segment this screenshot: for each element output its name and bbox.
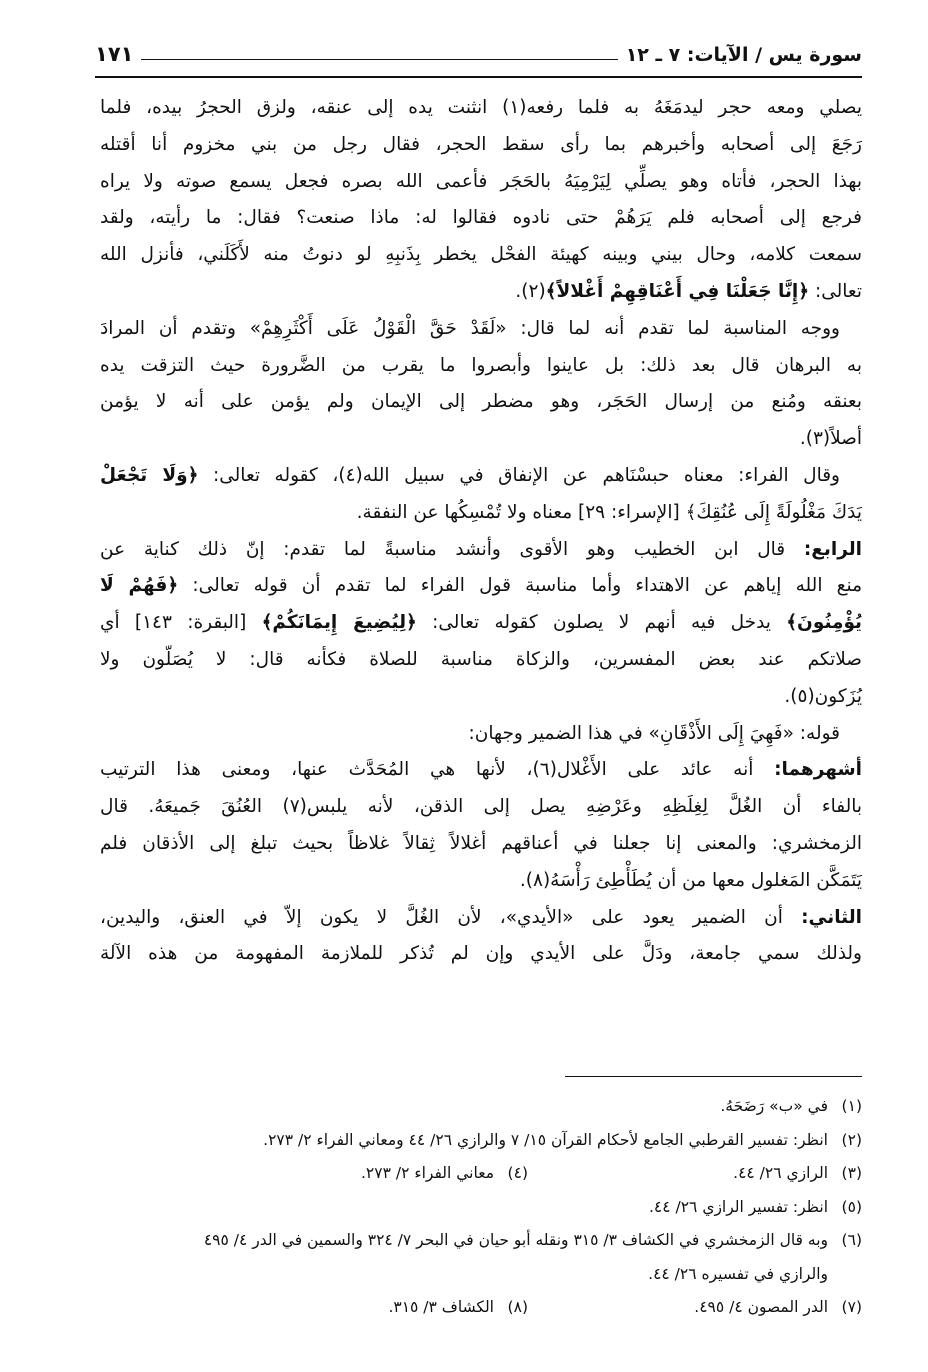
header-rule bbox=[141, 59, 617, 60]
footnote-text: معاني الفراء ٢/ ٢٧٣. bbox=[360, 1164, 494, 1182]
bold-text: ﴿وَلَا تَجْعَلْ bbox=[100, 464, 199, 486]
text-run: صلاتكم عند بعض المفسرين، والزكاة مناسبة للصلاة فكأنه قال: لا يُصَلّون ولا bbox=[100, 648, 862, 670]
text-run: رَجَعَ إلى أصحابه وأخبرهم بما رأى سقط الحجر، فقال رجل من بني مخزوم أنا أقتله bbox=[100, 133, 862, 155]
text-run: [البقرة: ١٤٣] أي bbox=[100, 612, 262, 634]
footnote-number: (٨) bbox=[507, 1298, 528, 1316]
bold-text: الثاني: bbox=[801, 906, 862, 928]
text-line bbox=[100, 716, 862, 753]
text-run: ولذلك سمي جامعة، ودَلَّ على الأيدي وإن لم تُذكر للملازمة المفهومة من هذه الآلة bbox=[100, 943, 862, 965]
text-run: منع الله إياهم عن الاهتداء وأما مناسبة قول الفراء لما تقدم أن قوله تعالى: bbox=[178, 575, 863, 597]
text-run: يَدَكَ مَغْلُولَةً إِلَى عُنُقِكَ﴾ bbox=[685, 501, 862, 523]
footnote-text: انظر: تفسير الرازي ٢٦/ ٤٤. bbox=[648, 1197, 828, 1216]
footnotes bbox=[100, 1090, 862, 1325]
footnote-text: الكشاف ٣/ ٣١٥. bbox=[388, 1298, 494, 1316]
text-line bbox=[100, 274, 862, 311]
bold-text: ﴿لِيُضِيعَ إِيمَانَكُمْ﴾ bbox=[261, 612, 417, 634]
text-line bbox=[100, 421, 862, 458]
text-line bbox=[100, 826, 862, 863]
text-line bbox=[100, 90, 862, 127]
text-line bbox=[100, 237, 862, 274]
text-line bbox=[100, 679, 862, 716]
text-line bbox=[100, 532, 862, 569]
footnote-text: وبه قال الزمخشري في الكشاف ٣/ ٣١٥ ونقله أبو حيان في البحر ٧/ ٣٢٤ والسمين في الدر ٤/ ٤٩٥ bbox=[203, 1231, 828, 1249]
text-line bbox=[100, 127, 862, 164]
text-line bbox=[100, 900, 862, 937]
text-line bbox=[100, 642, 862, 679]
footnote-number: (١) bbox=[841, 1097, 862, 1115]
text-run: أصلاً(٣). bbox=[799, 428, 862, 450]
footnote-number: (٤) bbox=[507, 1164, 528, 1182]
text-run: يُزَكون(٥). bbox=[784, 685, 862, 707]
footnote bbox=[100, 1191, 862, 1225]
text-run: (٢). bbox=[515, 280, 546, 302]
chapter-title: سورة يس / الآيات: ٧ ـ ١٢ bbox=[625, 44, 862, 66]
footnote bbox=[100, 1090, 862, 1124]
bold-text: أشهرهما: bbox=[774, 759, 862, 781]
text-run: وقال الفراء: معناه حبسْنَاهم عن الإنفاق في سبيل الله(٤)، كقوله تعالى: bbox=[198, 464, 840, 486]
footnote-divider bbox=[565, 1076, 862, 1077]
running-header bbox=[95, 36, 862, 66]
footnote-number: (٥) bbox=[841, 1197, 862, 1216]
footnote bbox=[100, 1157, 862, 1191]
text-run: أنه عائد على الأَغْلال(٦)، لأنها هي المُحَدَّث عنها، ومعنى هذا الترتيب bbox=[100, 759, 775, 781]
footnote bbox=[100, 1224, 862, 1258]
header-divider bbox=[95, 76, 862, 78]
text-run: سمعت كلامه، وحال بيني وبينه كهيئة الفحْل يخطر بِذَنبِهِ لو دنوتُ منه لأَكَلَني، فأنزل الله bbox=[100, 244, 862, 266]
text-line bbox=[100, 863, 862, 900]
text-line bbox=[100, 348, 862, 385]
text-run: به البرهان قال بعد ذلك: بل عاينوا وأبصروا ما يقرب من الضَّرورة حيث التزقت يده bbox=[100, 354, 862, 376]
text-run: يَتَمَكَّن المَغلول معها من أن يُطَأْطِئ رَأْسَهُ(٨). bbox=[519, 869, 862, 891]
text-run: ووجه المناسبة لما تقدم أنه لما قال: «لَقَدْ حَقَّ الْقَوْلُ عَلَى أَكْثَرِهِمْ» وتقدم أن المرادَ bbox=[100, 317, 840, 339]
footnote-number: (٣) bbox=[841, 1164, 862, 1182]
text-run: أن الضمير يعود على «الأيدي»، لأن الغُلَّ لا يكون إلاّ في العنق، واليدين، bbox=[100, 906, 802, 928]
footnote bbox=[100, 1124, 862, 1158]
text-run: الزمخشري: والمعنى إنا جعلنا في أعناقهم أغلالاً ثِقالاً غلاظاً بحيث تبلغ إلى الأذقان فلم bbox=[100, 832, 862, 854]
text-run: يدخل فيه أنهم لا يصلون كقوله تعالى: bbox=[416, 612, 787, 634]
text-line bbox=[100, 789, 862, 826]
text-line bbox=[100, 752, 862, 789]
footnote-number: (٢) bbox=[841, 1130, 862, 1149]
footnote-text: في «ب» رَضَحَهُ. bbox=[720, 1097, 828, 1115]
text-line bbox=[100, 568, 862, 605]
text-line bbox=[100, 605, 862, 642]
bold-text: ﴿فَهُمْ لَا bbox=[100, 575, 179, 597]
page-number: ١٧١ bbox=[95, 42, 134, 66]
bold-text: يُؤْمِنُونَ﴾ bbox=[786, 612, 862, 634]
text-run: تعالى: bbox=[809, 280, 862, 302]
text-run: [الإسراء: ٢٩] معناه ولا تُمْسِكُها عن النفقة. bbox=[356, 501, 686, 523]
footnote-text: والرازي في تفسيره ٢٦/ ٤٤. bbox=[648, 1264, 828, 1283]
text-line bbox=[100, 311, 862, 348]
footnote-number: (٦) bbox=[841, 1231, 862, 1249]
text-run: فرجع إلى أصحابه فلم يَرَهُمْ حتى نادوه فقالوا له: ماذا صنعت؟ فقال: ما رأيته، ولقد bbox=[100, 207, 862, 229]
text-line bbox=[100, 164, 862, 201]
bold-text: ﴿إِنَّا جَعَلْنَا فِي أَعْنَاقِهِمْ أَغْلالاً﴾ bbox=[545, 280, 810, 302]
text-line bbox=[100, 458, 862, 495]
footnote-number: (٧) bbox=[841, 1298, 862, 1316]
text-run: قوله: «فَهِيَ إِلَى الأَذْقَانِ» في هذا الضمير وجهان: bbox=[468, 722, 840, 744]
text-run: بعنقه ومُنع من إرسال الحَجَر، وهو مضطر إلى الإيمان ولم يؤمن على أنه لا يؤمن bbox=[100, 391, 862, 413]
footnote-text: الدر المصون ٤/ ٤٩٥. bbox=[694, 1298, 828, 1316]
text-line bbox=[100, 495, 862, 532]
text-line bbox=[100, 936, 862, 973]
main-text bbox=[100, 90, 862, 973]
footnote bbox=[100, 1258, 862, 1292]
text-run: بهذا الحجر، فأتاه وهو يصلِّي لِيَرْمِيَهُ بالحَجَر فأعمى الله بصره فجعل يسمع صوته ولا يراه bbox=[100, 170, 862, 192]
footnote bbox=[100, 1291, 862, 1325]
footnote-text: الرازي ٢٦/ ٤٤. bbox=[733, 1164, 828, 1182]
text-line bbox=[100, 384, 862, 421]
text-line bbox=[100, 200, 862, 237]
bold-text: الرابع: bbox=[803, 538, 862, 560]
text-run: قال ابن الخطيب وهو الأقوى وأنشد مناسبةً لما تقدم: إنّ ذلك كناية عن bbox=[100, 538, 804, 560]
footnote-text: انظر: تفسير القرطبي الجامع لأحكام القرآن ١٥/ ٧ والرازي ٢٦/ ٤٤ ومعاني الفراء ٢/ ٢٧٣. bbox=[263, 1130, 828, 1149]
text-run: يصلي ومعه حجر ليدمَغَهُ به فلما رفعه(١) انثنت يده إلى عنقه، ولزق الحجرُ بيده، فلما bbox=[100, 97, 863, 118]
text-run: بالفاء أن الغُلَّ لِغِلَظِهِ وعَرْضِهِ يصل إلى الذقن، لأنه يلبس(٧) العُنُقَ جَميعَهُ. قال bbox=[100, 796, 862, 818]
